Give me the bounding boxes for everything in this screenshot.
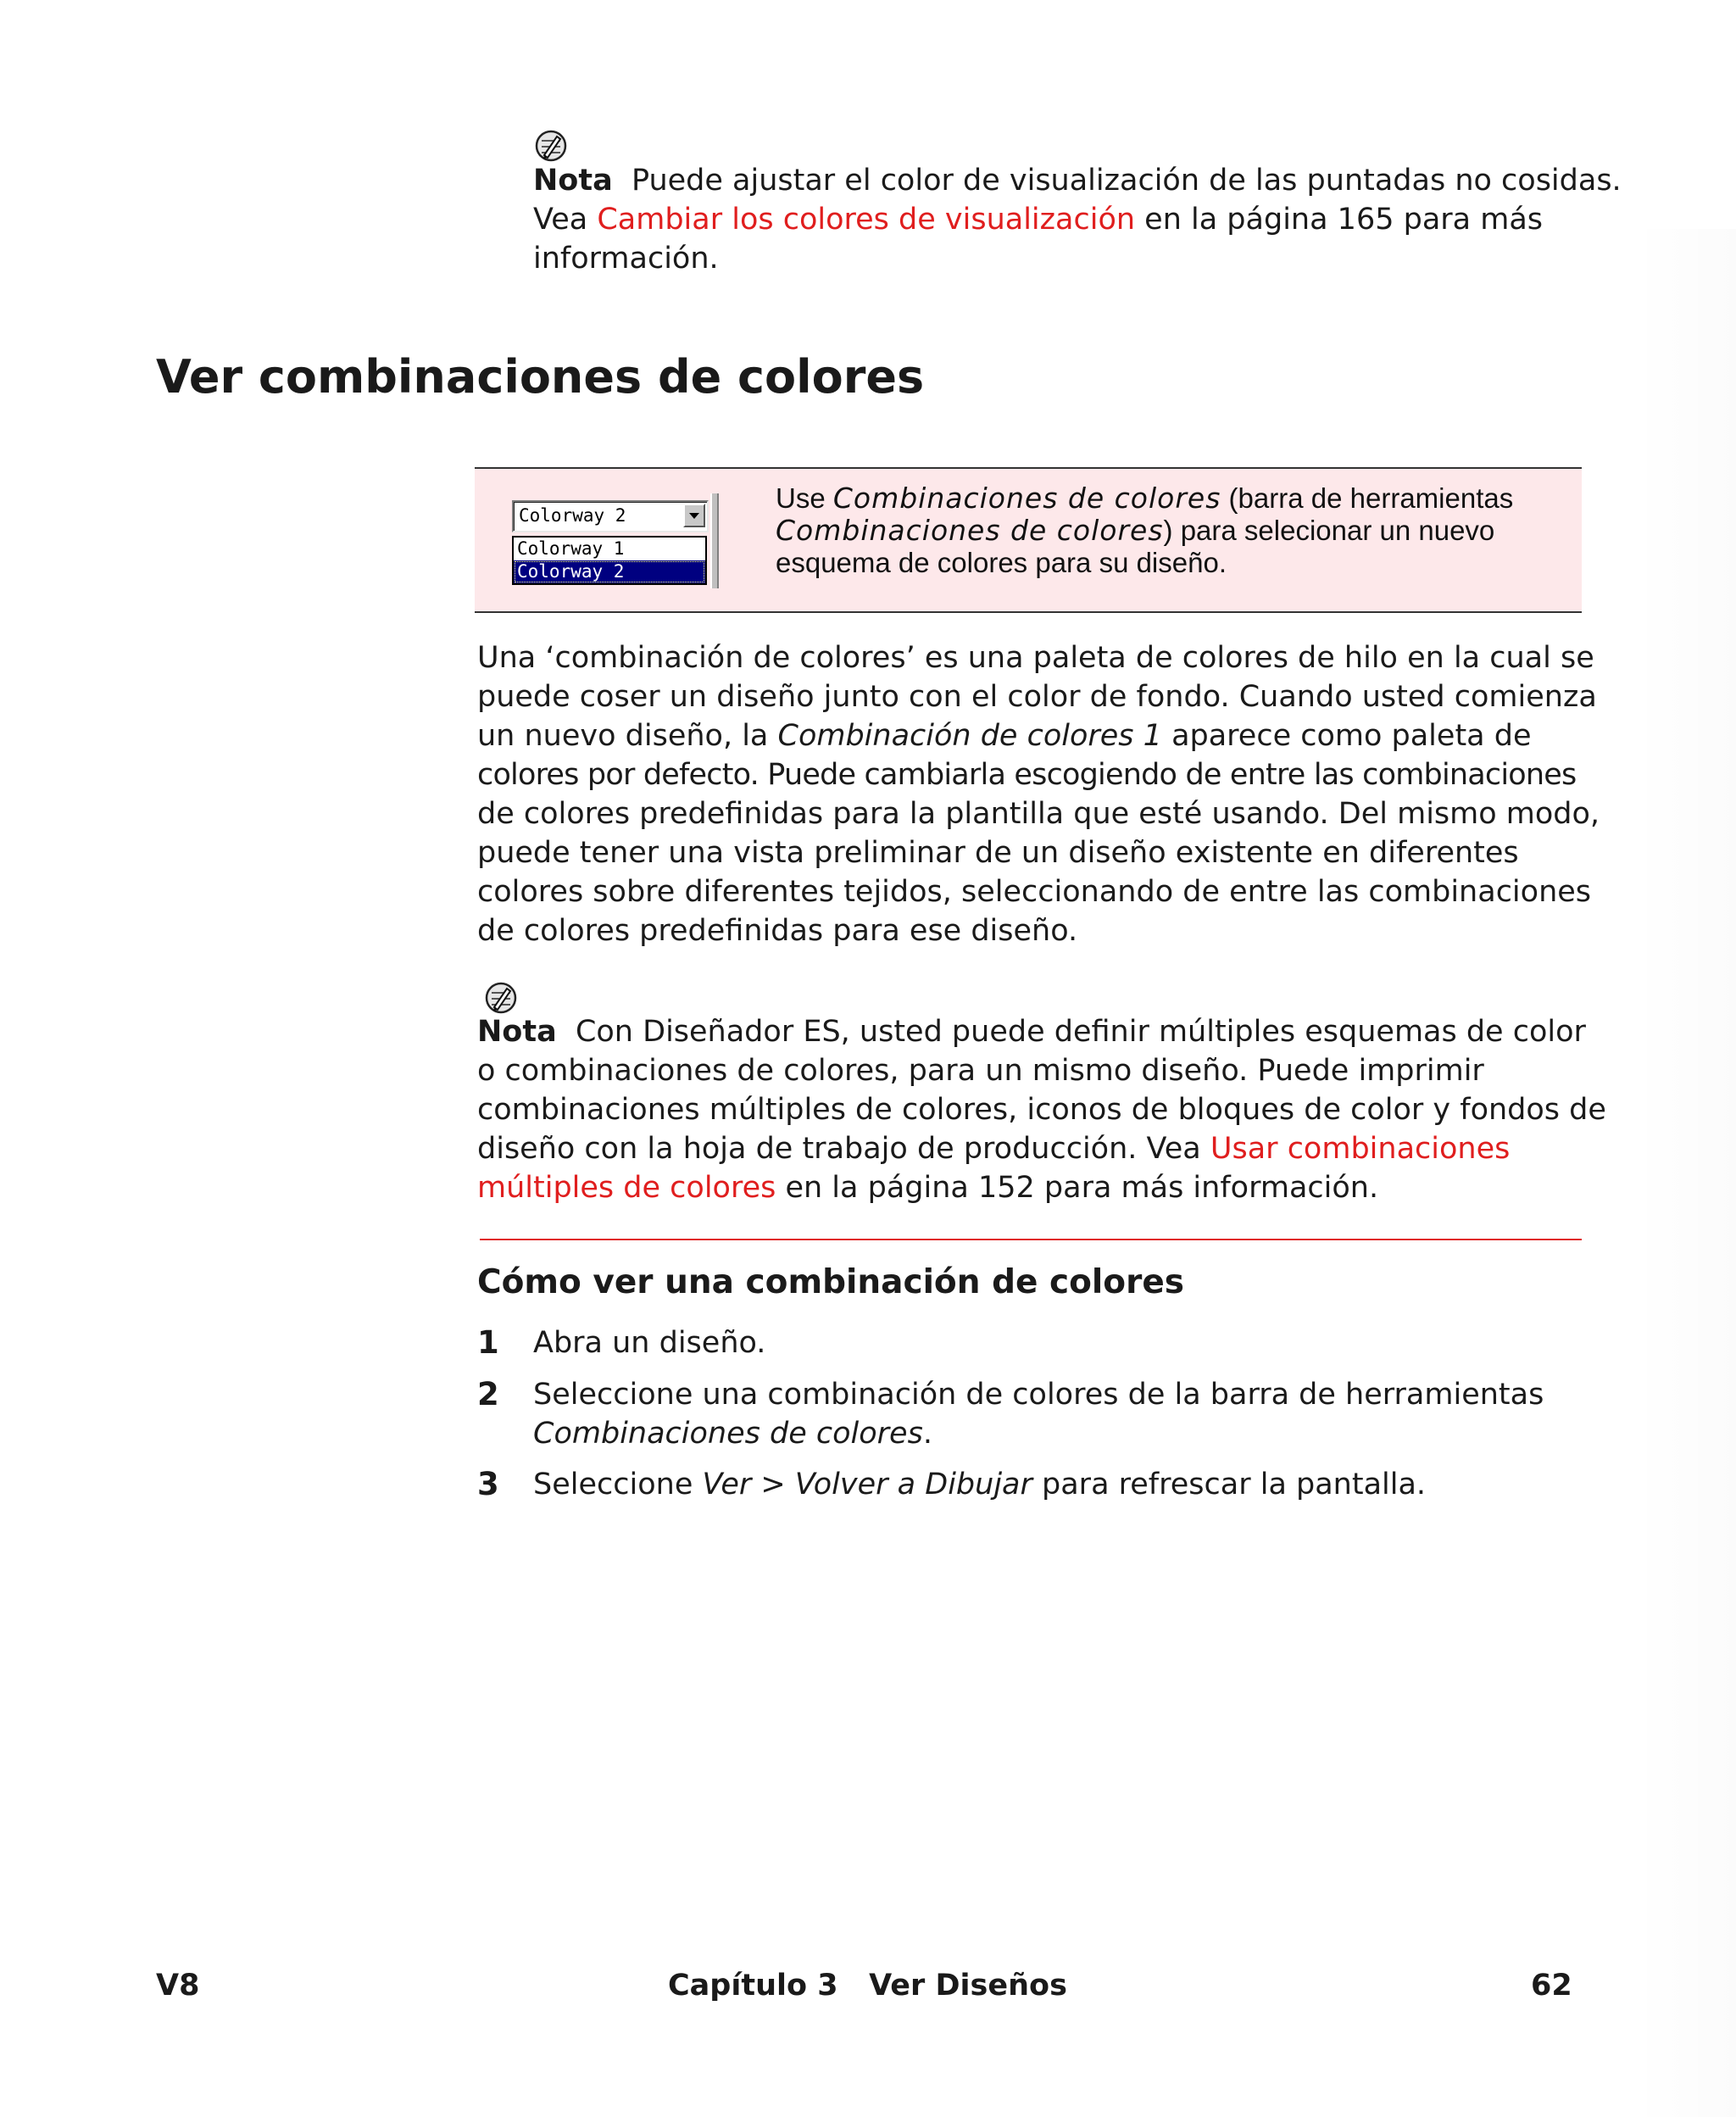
note-2-line-5: en la página 152 para más información. (776, 1171, 1379, 1205)
step-1 (477, 1323, 1588, 1362)
para-line-7: colores sobre diferentes tejidos, seleccionando de entre las combinaciones (477, 875, 1592, 909)
colorway-option-1[interactable]: Colorway 1 (517, 538, 625, 559)
para-line-4: colores por defecto. Puede cambiarla escogiendo de entre las combinaciones (477, 758, 1577, 792)
note-1-text: Puede ajustar el color de visualización de las puntadas no cosidas. (631, 164, 1622, 198)
colorway-list (512, 536, 707, 585)
footer-chapter: Capítulo 3 Ver Diseños (668, 1969, 1067, 2003)
section-divider (480, 1239, 1582, 1240)
note-pencil-icon (484, 981, 518, 1015)
step-number: 2 (477, 1376, 499, 1412)
para-line-2: puede coser un diseño junto con el color de fondo. Cuando usted comienza (477, 680, 1597, 714)
note-2-line-1: Con Diseñador ES, usted puede definir múltiples esquemas de color (575, 1015, 1586, 1049)
colorway-select[interactable] (512, 500, 709, 532)
page-title: Ver combinaciones de colores (156, 350, 925, 404)
link-usar-combinaciones-cont[interactable]: múltiples de colores (477, 1171, 776, 1205)
note-1-line3: información. (533, 242, 719, 276)
note-2-line-3: combinaciones múltiples de colores, iconos de bloques de color y fondos de (477, 1093, 1606, 1127)
para-line-3a: un nuevo diseño, la (477, 719, 778, 753)
step-text: Seleccione (533, 1468, 703, 1501)
footer-version: V8 (156, 1969, 200, 2003)
toolbox-em-2: Combinaciones de colores (776, 514, 1164, 547)
note-1-prefix: Vea (533, 203, 598, 237)
toolbox-text-1: Use (776, 482, 833, 514)
chevron-down-icon[interactable] (683, 504, 705, 527)
step-suffix: . (922, 1417, 932, 1451)
step-em: Ver > Volver a Dibujar (702, 1468, 1032, 1501)
footer-page-number: 62 (1531, 1969, 1572, 2003)
step-2 (477, 1375, 1588, 1453)
note-2-line-2: o combinaciones de colores, para un mismo diseño. Puede imprimir (477, 1054, 1484, 1088)
toolbox-text-3: ) para selecionar un nuevo (1163, 515, 1495, 546)
note-2 (477, 1012, 1606, 1207)
para-line-1: Una ‘combinación de colores’ es una paleta de colores de hilo en la cual se (477, 641, 1594, 675)
toolbox-em-1: Combinaciones de colores (832, 482, 1221, 515)
colorway-selected-value: Colorway 2 (519, 505, 626, 526)
para-line-6: puede tener una vista preliminar de un diseño existente en diferentes (477, 836, 1519, 870)
steps-list (477, 1323, 1588, 1504)
link-usar-combinaciones[interactable]: Usar combinaciones (1210, 1132, 1511, 1166)
page-edge-shade (1634, 229, 1736, 2117)
para-line-3c: aparece como paleta de (1161, 719, 1532, 753)
para-line-5: de colores predefinidas para la plantilla que esté usando. Del mismo modo, (477, 797, 1600, 831)
note-1 (533, 161, 1622, 278)
note-2-label: Nota (477, 1015, 557, 1049)
toolbar-frame-edge (710, 493, 719, 588)
step-suffix: para refrescar la pantalla. (1032, 1468, 1427, 1501)
link-cambiar-colores[interactable]: Cambiar los colores de visualización (597, 203, 1136, 237)
toolbox-text-4: esquema de colores para su diseño. (776, 547, 1227, 578)
subsection-title: Cómo ver una combinación de colores (477, 1263, 1184, 1301)
toolbox-text-2: (barra de herramientas (1221, 482, 1514, 514)
para-line-8: de colores predefinidas para ese diseño. (477, 914, 1078, 948)
step-text: Seleccione una combinación de colores de la barra de herramientas (533, 1378, 1544, 1412)
step-3 (477, 1465, 1588, 1504)
colorway-dropdown[interactable] (512, 493, 726, 588)
note-1-label: Nota (533, 164, 613, 198)
step-number: 3 (477, 1466, 499, 1502)
step-text: Abra un diseño. (533, 1326, 766, 1360)
note-1-suffix: en la página 165 para más (1135, 203, 1544, 237)
toolbox-description (776, 482, 1555, 579)
para-line-3-em: Combinación de colores 1 (777, 719, 1162, 753)
note-2-line-4: diseño con la hoja de trabajo de producción. Vea (477, 1132, 1210, 1166)
colorway-option-2[interactable]: Colorway 2 (514, 560, 705, 583)
step-em: Combinaciones de colores (533, 1417, 923, 1451)
intro-paragraph (477, 638, 1600, 950)
step-number: 1 (477, 1324, 499, 1361)
note-pencil-icon (534, 129, 568, 163)
